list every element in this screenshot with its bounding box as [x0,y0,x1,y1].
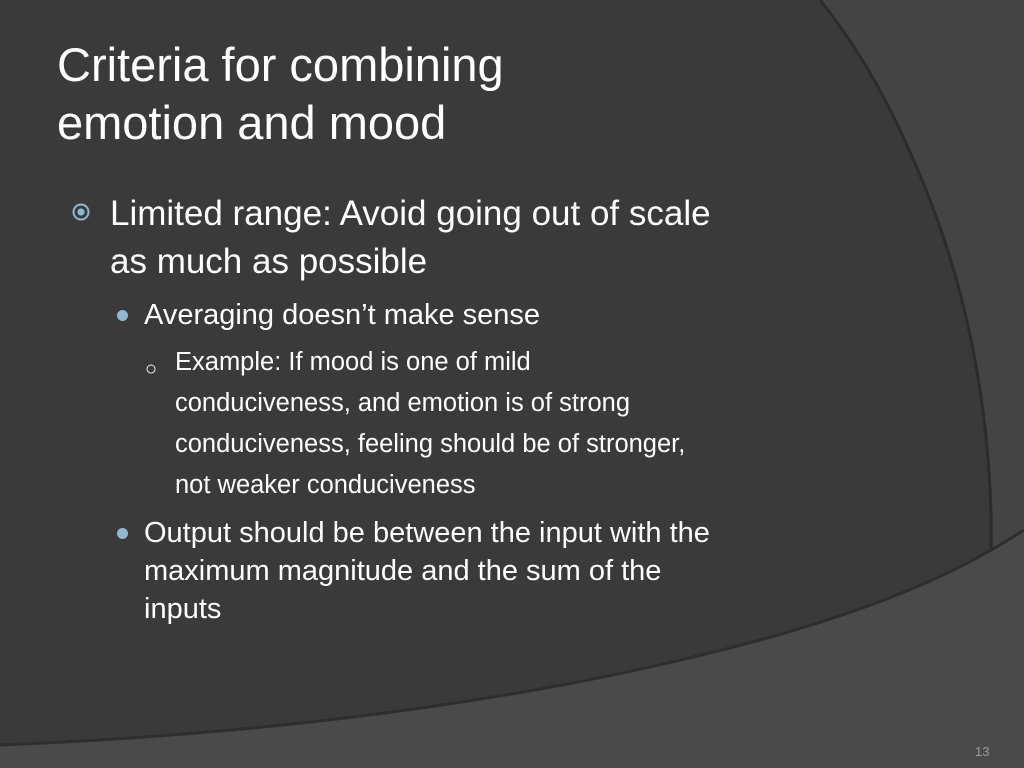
sub-bullet-text: Averaging doesn’t make sense [144,299,541,331]
circled-dot-icon [72,203,90,221]
sub-bullet-averaging [144,296,930,334]
example-line-2: conduciveness, and emotion is of strong [175,389,631,417]
output-line-2: maximum magnitude and the sum of the [144,555,662,587]
example-line-1: Example: If mood is one of mild [175,348,531,376]
title-line-1: Criteria for combining [57,38,504,91]
output-line-1: Output should be between the input with the [144,517,710,549]
sub-bullet-output [144,514,930,628]
output-line-3: inputs [144,593,222,625]
example-line-3: conduciveness, feeling should be of stronger, [175,430,686,458]
bullet-line-1: Limited range: Avoid going out of scale [110,194,711,233]
title-line-2: emotion and mood [57,96,447,149]
slide-title [57,36,957,152]
filled-circle-icon [117,528,128,539]
slide-number: 13 [975,744,990,759]
hollow-circle-icon: ○ [145,358,158,380]
slide-body [70,190,930,628]
bullet-line-2: as much as possible [110,242,428,281]
example-bullet [145,342,930,506]
filled-circle-icon [117,310,128,321]
bullet-limited-range [70,190,930,286]
example-line-4: not weaker conduciveness [175,471,476,499]
